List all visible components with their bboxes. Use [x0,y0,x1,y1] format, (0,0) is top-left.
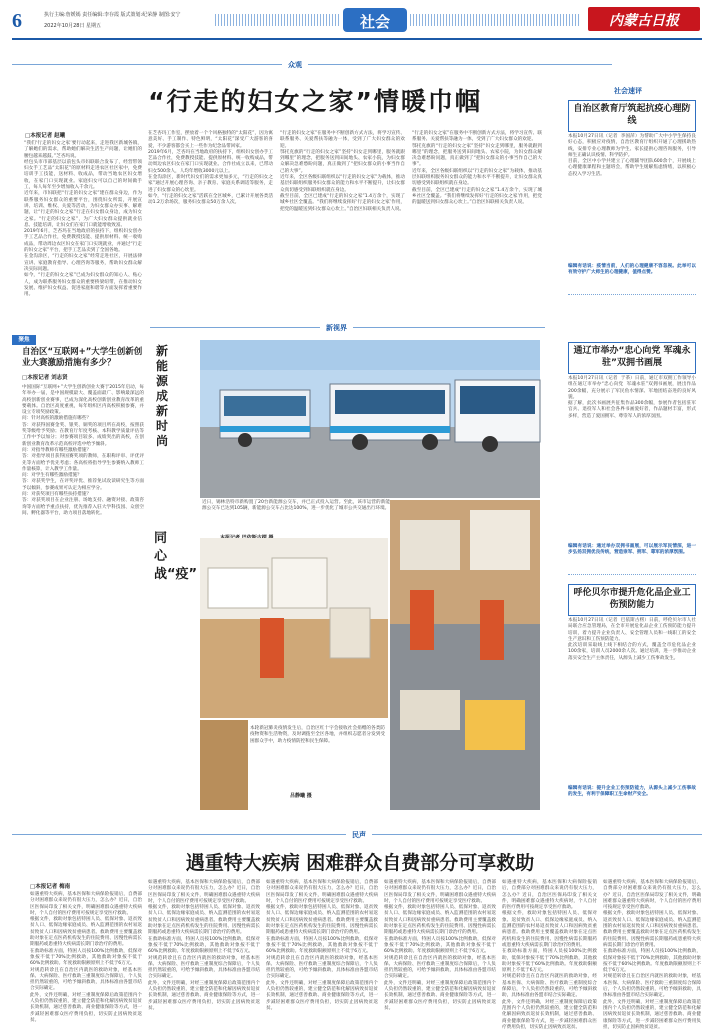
commentary-3-title: 呼伦贝尔市提升危化品企业工伤预防能力 [573,588,691,610]
warehouse-illustration [200,538,388,718]
commentary-1-note: 编辑有话说：疫情当前，人们的心理健康不容忽视。此举可以有效守护广大师生的心理健康，值得点赞。 [568,264,696,276]
bus-illustration [200,340,540,498]
right-column-body: “行走的妇女之家”在服务中不断创新方式方法，将学习宣传、联系服务、关爱帮扶等融为一体，受到了广大妇女群众的欢迎。 鄂托克旗的“行走的妇女之家”坚持“妇女走到哪里，服务就跟到哪里”的理念，把服务送到田间地头、农家小院，为妇女群众解决急难愁盼问题，真正做到了“把妇女群众的小事当作自己的大事”。 近年来，全区各级妇联组织以“行走的妇女之家”为载体，推动基层妇联组织服务妇女群众的能力和水平不断提升，让妇女群众真切感受到妇联组织就在身边。 截至目前，全区已建成“行走的妇女之家”1.4万余个，实现了城乡社区全覆盖。“我们将继续发挥好‘行走的妇女之家’作用，把党的温暖送到妇女群众心坎上。”自治区妇联相关负责人说。 [280,131,405,212]
newspaper-logo [588,7,700,31]
photo-caption-top: 近日，锡林浩特市新购置了20台新能源公交车，并已正式投入运营。至此，该市运营的新能源公交车已达到105辆，新能源公交车占比达100%，进一步优化了城市公共交通出行环境。 [202,500,390,512]
bottom-col-2: 如遇重特大疾病，基本医保和大病保险报销后，自费部分对困难群众来说仍有很大压力，怎么办？近日，自治区医保局印发了相关文件，明确困难群众遇重特大疾病时，个人自付的医疗费用可按规定享受医疗救助。 根据文件，救助对象包括特困人员、低保对象、返贫致贫人口、低保边缘家庭成员、纳入监测范围的农村易返贫致贫人口和因病致贫重病患者。救助费用主要覆盖救助对象在定点医药机构发生的住院费用、因慢性病需长期服药或患重特大疾病需长期门诊治疗的费用。 在救助标准方面，特困人员按100%比例救助，低保对象按不低于70%比例救助，其他救助对象按不低于60%比例救助。年度救助限额原则上不低于6万元。 对规范转诊且在自治区内就医的救助对象，经基本医保、大病保险、医疗救助三重制度综合保障后，个人负担仍然较重的，可给予倾斜救助，具体标准由各盟市结合实际确定。 此外，文件还明确，对经三重制度保障后政策范围内个人负担仍然较重的，建立健全防范和化解因病致贫返贫长效机制，通过慈善救助、商业健康保险等方式，进一步减轻困难群众医疗费用负担，切实防止因病致贫返贫。 [148,880,260,1011]
photo-caption-bottom: 本轮新冠肺炎疫情发生后，自治区红十字会接收社会捐赠的各类防疫物资和生活物资，及时调拨至全区各地，并组织志愿者分发到受困群众手中，助力疫情防控和民生保障。 [250,726,385,744]
bottom-col-5: 如遇重特大疾病，基本医保和大病保险报销后，自费部分对困难群众来说仍有很大压力，怎么办？近日，自治区医保局印发了相关文件，明确困难群众遇重特大疾病时，个人自付的医疗费用可按规定享受医疗救助。 根据文件，救助对象包括特困人员、低保对象、返贫致贫人口、低保边缘家庭成员、纳入监测范围的农村易返贫致贫人口和因病致贫重病患者。救助费用主要覆盖救助对象在定点医药机构发生的住院费用、因慢性病需长期服药或患重特大疾病需长期门诊治疗的费用。 在救助标准方面，特困人员按100%比例救助，低保对象按不低于70%比例救助，其他救助对象按不低于60%比例救助。年度救助限额原则上不低于6万元。 对规范转诊且在自治区内就医的救助对象，经基本医保、大病保险、医疗救助三重制度综合保障后，个人负担仍然较重的，可给予倾斜救助，具体标准由各盟市结合实际确定。 此外，文件还明确，对经三重制度保障后政策范围内个人负担仍然较重的，建立健全防范和化解因病致贫返贫长效机制，通过慈善救助、商业健康保险等方式，进一步减轻困难群众医疗费用负担，切实防止因病致贫返贫。 [502,880,597,1030]
header-rule [12,38,702,40]
far-right-column-body: “行走的妇女之家”在服务中不断创新方式方法，将学习宣传、联系服务、关爱帮扶等融为一体，受到了广大妇女群众的欢迎。 鄂托克旗的“行走的妇女之家”坚持“妇女走到哪里，服务就跟到哪里”的理念，把服务送到田间地头、农家小院，为妇女群众解决急难愁盼问题，真正做到了“把妇女群众的小事当作自己的大事”。 近年来，全区各级妇联组织以“行走的妇女之家”为载体，推动基层妇联组织服务妇女群众的能力和水平不断提升，让妇女群众真切感受到妇联组织就在身边。 截至目前，全区已建成“行走的妇女之家”1.4万余个，实现了城乡社区全覆盖。“我们将继续发挥好‘行走的妇女之家’作用，把党的温暖送到妇女群众心坎上。”自治区妇联相关负责人说。 [412,131,542,206]
photo-left-lower [200,538,388,718]
header-stripes-right [410,14,580,26]
main-byline: □本报记者 赵曦 [25,133,66,139]
kicker-bar [12,64,612,65]
photo-kicker: 新视界 [320,323,353,333]
middle-column-body: 在芝杏玛工作室，摆放着一个个风格独特的“太阳花”，因为寓意美好、手工制作、特色鲜明，“太阳花”深受广大游客的喜爱，不少游客都会买上一些作为纪念品带回家。 2019年6月，芝杏玛在当地政府的扶持下，组织妇女创办手工艺品合作社，免费教授技能、提供原材料、统一收购成品，带动周边农区妇女在家门口实现就业。合作社成立以来，已带动妇女500余人，人均年增收3000元以上。 在金沟涂区，新时代妇女们的需求更加多元，“行走的妇女之家”通过开展心理咨询、亲子教育、家庭关系调适等服务，走进了妇女群众的心坎里。 如今，“行走的妇女之家”活跃在全区城乡，已累计开展各类活动1.2万余场次，服务妇女群众50万余人次。 [148,131,273,206]
commentary-2-title-box [568,342,696,374]
bottom-headline: 遇重特大疾病 困难群众自费部分可享救助 [185,852,535,874]
left-sidebar-kicker: 聚焦 [12,335,36,345]
right-sidebar-kicker: 社会速评 [614,87,642,95]
bottom-byline: □本报记者 梅南 [30,884,71,890]
commentary-3-body: 本报10月27日讯（记者 巴依斯古楞）日前，呼伦贝尔市人社局联合应急管理局，在全市开展危化品企业工伤预防能力提升培训，着力提升企业负责人、安全管理人员和一线职工的安全生产意识和工伤预防能力。 此次培训采取线上线下相结合的方式，覆盖全市危化品企业100余家，培训人员2000余人次。通过培训，进一步推动企业落实安全生产主体责任，从源头上减少工伤事故发生。 [568,618,696,661]
commentary-1-title: 自治区教育厅筑起抗疫心理防线 [573,104,691,126]
left-sidebar [12,333,145,821]
header-stripes-left [215,14,340,26]
photo-left-bottom [200,720,248,810]
page-header [0,0,715,44]
relief-illustration [390,500,540,810]
left-sidebar-byline: □本报记者 刘志贤 [22,375,68,381]
main-kicker: 众观 [282,60,308,70]
commentary-2-body: 本报10月27日讯（记者 于茶）日前，通辽市双拥工作领导小组在通辽市举办“忠心向党 军魂永驻”双拥书画展，展出作品200余幅，充分展示了军民鱼水情深、军地团结奋进的良好风貌。 据了解，此次书画展共征集作品300余幅，参展作者包括驻军官兵、退役军人和社会各界书画爱好者，作品题材丰富，形式多样，营造了爱国拥军、尊崇军人的浓厚氛围。 [568,376,696,419]
logo-text: 内蒙古日报 [609,13,679,29]
commentary-2-title: 通辽市举办“忠心向党 军魂永驻”双拥书画展 [573,346,691,368]
main-headline: “行走的妇女之家”情暖巾帼 [148,87,482,116]
photo-credit-bottom: 吕静曦 摄 [290,793,312,799]
right-divider-2 [568,574,696,575]
left-sidebar-body: 中国国际“互联网+”大学生创新创业大赛于2015年启动，每年举办一届，是中国规模最大、覆盖面最广、影响最深远的高校创新创业赛事，已成为深化高校创新创业教育改革的重要载体。自治区高度重视，每年组织区内高校积极参赛，并设立专项奖励政策。 问：针对高校的激励措施有哪些？ 答：对获得国赛金奖、银奖、铜奖的项目所在高校，按照获奖等级给予奖励；在教育厅年度考核、本科教学质量评估等工作中予以加分；对参赛项目较多、成绩突出的高校，在创新创业教育改革示范高校评选中给予倾斜。 问：对指导教师有哪些激励措施？ 答：对指导项目获得国赛奖项的教师，在职称评审、评优评先等方面给予优先考虑；各高校将指导学生参赛纳入教师工作量核算，计入教学工作量。 问：对学生有哪些激励措施？ 答：对获奖学生，在评奖评优、推荐免试攻读研究生等方面予以倾斜，参赛成果可认定为相应学分。 问：对获奖项目有哪些扶持措施？ 答：对获奖项目在企业注册、场地支持、融资对接、政策咨询等方面给予重点扶持，优先推荐入驻大学科技园、众创空间、孵化器等平台，助力项目落地转化。 [22,385,144,516]
main-story-body: “我们‘行走的妇女之家’要行动起来，走进我区新城各镇，了解她们的需求，帮助她们解决生活生产问题，让她们的腰包越来越鼓。”芝杏玛说。 经包头市市部基层以前包头市妇联联合发布了，经营带领妇女手工艺品“太阳花”的原材料走进农区社区家中，免费培训手工技能，送材料、收成品，带动当地农区妇女增收，在家门口实现就业。家庭妇女可以自己的时间做手工，每人每年至少增加收入千余元。 近年来，市妇联把“行走的妇女之家”建在群众身边，作为联系服务妇女群众的重要平台，围绕妇女所需，开展宣讲、培训、维权、关爱等活动，为妇女群众办实事、解难题，让“行走的妇女之家”行走在妇女群众身边，成为妇女之家。“行走的妇女之家”，为广大妇女群众提供就业信息、技能培训，让妇女们在家门口就能增收致富。 2019年6月，芝杏玛在当地政府的扶持下，组织妇女创办手工艺品合作社，免费教授技能、提供原材料、统一收购成品，带动周边农区妇女在家门口实现就业，并通过“行走的妇女之家”平台，把手工艺品卖到了全国各地。 在金沟涂区，“行走的妇女之家”经常走进社区，开展法律宣讲、家庭教育指导、心理咨询等服务，帮助妇女群众解决实际问题。 如今，“行走的妇女之家”已成为妇女群众的知心人、贴心人，成为联系服务妇女群众的重要桥梁纽带，在推动妇女发展、维护妇女权益、促进家庭和谐等方面发挥着重要作用。 [24,141,142,298]
left-sidebar-title: 自治区“互联网+”大学生创新创业大赛激励措施有多少？ [22,347,143,368]
right-sidebar [548,86,704,821]
bottom-col-4: 如遇重特大疾病，基本医保和大病保险报销后，自费部分对困难群众来说仍有很大压力，怎么办？近日，自治区医保局印发了相关文件，明确困难群众遇重特大疾病时，个人自付的医疗费用可按规定享受医疗救助。 根据文件，救助对象包括特困人员、低保对象、返贫致贫人口、低保边缘家庭成员、纳入监测范围的农村易返贫致贫人口和因病致贫重病患者。救助费用主要覆盖救助对象在定点医药机构发生的住院费用、因慢性病需长期服药或患重特大疾病需长期门诊治疗的费用。 在救助标准方面，特困人员按100%比例救助，低保对象按不低于70%比例救助，其他救助对象按不低于60%比例救助。年度救助限额原则上不低于6万元。 对规范转诊且在自治区内就医的救助对象，经基本医保、大病保险、医疗救助三重制度综合保障后，个人负担仍然较重的，可给予倾斜救助，具体标准由各盟市结合实际确定。 此外，文件还明确，对经三重制度保障后政策范围内个人负担仍然较重的，建立健全防范和化解因病致贫返贫长效机制，通过慈善救助、商业健康保险等方式，进一步减轻困难群众医疗费用负担，切实防止因病致贫返贫。 [384,880,496,1011]
commentary-3-title-box [568,584,696,616]
section-name: 社会 [359,13,390,31]
bottom-col-1: 如遇重特大疾病，基本医保和大病保险报销后，自费部分对困难群众来说仍有很大压力，怎么办？近日，自治区医保局印发了相关文件，明确困难群众遇重特大疾病时，个人自付的医疗费用可按规定享受医疗救助。 根据文件，救助对象包括特困人员、低保对象、返贫致贫人口、低保边缘家庭成员、纳入监测范围的农村易返贫致贫人口和因病致贫重病患者。救助费用主要覆盖救助对象在定点医药机构发生的住院费用、因慢性病需长期服药或患重特大疾病需长期门诊治疗的费用。 在救助标准方面，特困人员按100%比例救助，低保对象按不低于70%比例救助，其他救助对象按不低于60%比例救助。年度救助限额原则上不低于6万元。 对规范转诊且在自治区内就医的救助对象，经基本医保、大病保险、医疗救助三重制度综合保障后，个人负担仍然较重的，可给予倾斜救助，具体标准由各盟市结合实际确定。 此外，文件还明确，对经三重制度保障后政策范围内个人负担仍然较重的，建立健全防范和化解因病致贫返贫长效机制，通过慈善救助、商业健康保险等方式，进一步减轻困难群众医疗费用负担，切实防止因病致贫返贫。 [30,892,142,1023]
commentary-1-body: 本报10月27日讯（记者 李国萍）为帮助广大中小学生保持良好心态，积极应对疫情，自治区教育厅组织开通了心理援助热线，安排专业心理教师为学生、家长提供心理咨询服务，引导师生正确认识疫情、科学防护。 目前，全区中小学共建立了心理辅导团队600余个，开展线上心理健康课程和主题班会，帮助学生缓解焦虑情绪，以积极心态投入学习生活。 [568,134,696,177]
commentary-2-note: 编辑有话说：通过举办双拥书画展，可以展示军民情深，进一步弘扬双拥优良传统，营造崇军、拥军、尊军的浓厚氛围。 [568,544,696,556]
right-divider-1 [568,294,696,295]
bottom-col-6: 如遇重特大疾病，基本医保和大病保险报销后，自费部分对困难群众来说仍有很大压力，怎么办？近日，自治区医保局印发了相关文件，明确困难群众遇重特大疾病时，个人自付的医疗费用可按规定享受医疗救助。 根据文件，救助对象包括特困人员、低保对象、返贫致贫人口、低保边缘家庭成员、纳入监测范围的农村易返贫致贫人口和因病致贫重病患者。救助费用主要覆盖救助对象在定点医药机构发生的住院费用、因慢性病需长期服药或患重特大疾病需长期门诊治疗的费用。 在救助标准方面，特困人员按100%比例救助，低保对象按不低于70%比例救助，其他救助对象按不低于60%比例救助。年度救助限额原则上不低于6万元。 对规范转诊且在自治区内就医的救助对象，经基本医保、大病保险、医疗救助三重制度综合保障后，个人负担仍然较重的，可给予倾斜救助，具体标准由各盟市结合实际确定。 此外，文件还明确，对经三重制度保障后政策范围内个人负担仍然较重的，建立健全防范和化解因病致贫返贫长效机制，通过慈善救助、商业健康保险等方式，进一步减轻困难群众医疗费用负担，切实防止因病致贫返贫。 [603,880,701,1030]
relief-photo [390,500,540,810]
editor-credits: 执行主编:詹媛嫣 责任编辑:李存霞 版式策划:纪荣静 制图:安宁 [44,12,181,18]
issue-date: 2022年10月28日 星期五 [44,23,102,29]
commentary-3-note: 编辑有话说：提升企业工伤预防能力，从源头上减少工伤事故的发生，有利于保障职工生命财产安全。 [568,786,696,798]
bottom-col-3: 如遇重特大疾病，基本医保和大病保险报销后，自费部分对困难群众来说仍有很大压力，怎么办？近日，自治区医保局印发了相关文件，明确困难群众遇重特大疾病时，个人自付的医疗费用可按规定享受医疗救助。 根据文件，救助对象包括特困人员、低保对象、返贫致贫人口、低保边缘家庭成员、纳入监测范围的农村易返贫致贫人口和因病致贫重病患者。救助费用主要覆盖救助对象在定点医药机构发生的住院费用、因慢性病需长期服药或患重特大疾病需长期门诊治疗的费用。 在救助标准方面，特困人员按100%比例救助，低保对象按不低于70%比例救助，其他救助对象按不低于60%比例救助。年度救助限额原则上不低于6万元。 对规范转诊且在自治区内就医的救助对象，经基本医保、大病保险、医疗救助三重制度综合保障后，个人负担仍然较重的，可给予倾斜救助，具体标准由各盟市结合实际确定。 此外，文件还明确，对经三重制度保障后政策范围内个人负担仍然较重的，建立健全防范和化解因病致贫返贫长效机制，通过慈善救助、商业健康保险等方式，进一步减轻困难群众医疗费用负担，切实防止因病致贫返贫。 [266,880,378,1011]
page-number: 6 [12,10,22,32]
photo-headline-top: 新能源成新时尚 [156,344,169,448]
bottom-kicker: 民声 [346,830,372,840]
section-badge [343,8,407,32]
photo-headline-bottom: 同心战“疫” [154,531,198,582]
photo-feature [150,320,545,820]
bus-photo [200,340,540,498]
commentary-1-title-box [568,100,696,132]
